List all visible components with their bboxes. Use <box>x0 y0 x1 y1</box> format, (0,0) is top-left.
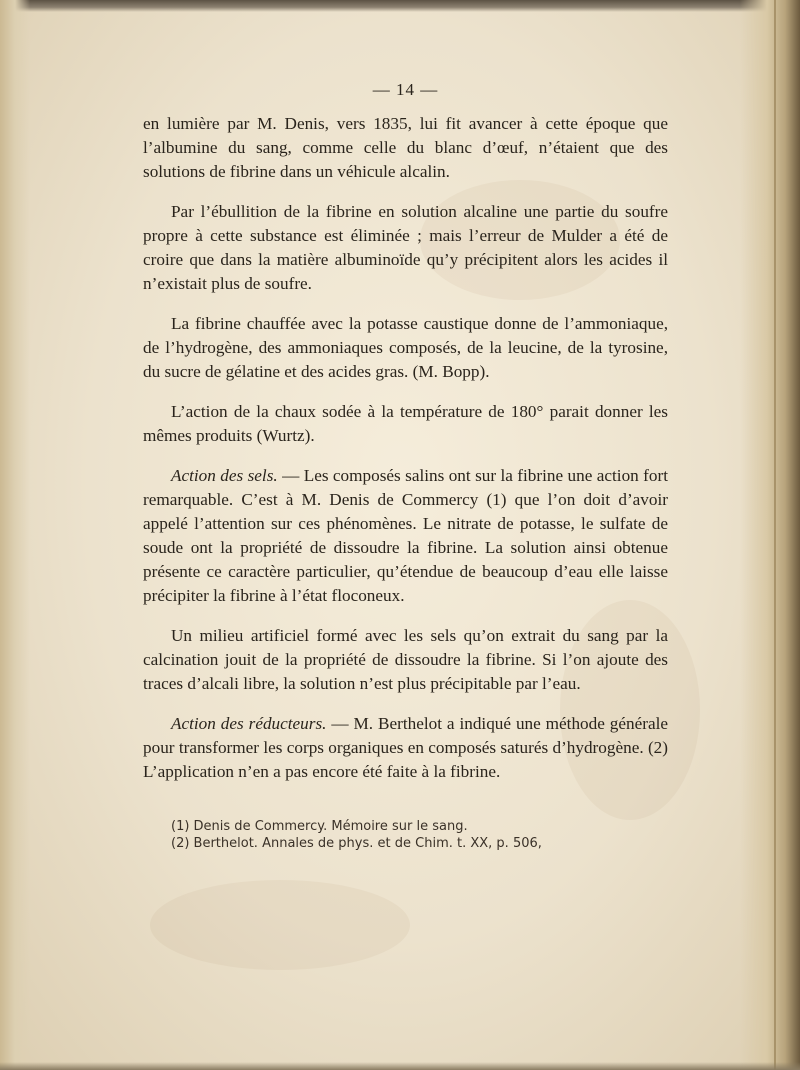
paragraph-text: — Les composés salins ont sur la fibrine une action fort remarquable. C’est à M. Denis de Commercy (1) que l’on doit d’avoir appelé l’attention sur ces phénomènes. Le nitrate de potasse, le sulfate de soude ont la propriété de dissoudre la fibrine. La solution ainsi obtenue présente ce caractère particulier, qu’étendue de beaucoup d’eau elle laisse précipiter la fibrine à l’état floconeux. <box>143 466 668 605</box>
page-number: — 14 — <box>372 80 439 99</box>
paragraph <box>143 312 668 384</box>
section-heading: Action des réducteurs. <box>171 714 327 733</box>
paragraph <box>143 712 668 784</box>
binding-line <box>774 0 776 1070</box>
paragraph-text: La fibrine chauffée avec la potasse caustique donne de l’ammoniaque, de l’hydrogène, des ammoniaques composés, de la leucine, de la tyrosine, du sucre de gélatine et des acides gras. (M. Bopp). <box>143 314 668 381</box>
paragraph-text: Par l’ébullition de la fibrine en solution alcaline une partie du soufre propre à cette substance est éliminée ; mais l’erreur de Mulder a été de croire que dans la matière albuminoïde qu’y précipitent alors les acides il n’existait plus de soufre. <box>143 202 668 293</box>
footnote: (2) Berthelot. Annales de phys. et de Chim. t. XX, p. 506, <box>171 836 542 851</box>
page-content <box>143 80 668 852</box>
paragraph-text: L’action de la chaux sodée à la température de 180° parait donner les mêmes produits (Wurtz). <box>143 402 668 445</box>
paragraph-text: — M. Berthelot a indiqué une méthode générale pour transformer les corps organiques en composés saturés d’hydrogène. (2) L’application n’en a pas encore été faite à la fibrine. <box>143 714 668 781</box>
footnote: (1) Denis de Commercy. Mémoire sur le sang. <box>171 819 468 834</box>
page-bottom-edge <box>0 1062 800 1070</box>
paper-stain <box>150 880 410 970</box>
page-left-edge <box>0 0 30 1070</box>
paragraph <box>143 624 668 696</box>
page-right-edge <box>740 0 800 1070</box>
paragraph-text: en lumière par M. Denis, vers 1835, lui fit avancer à cette époque que l’albumine du sang, comme celle du blanc d’œuf, n’étaient que des solutions de fibrine dans un véhicule alcalin. <box>143 114 668 181</box>
paragraph <box>143 400 668 448</box>
paragraph <box>143 464 668 608</box>
paragraph-text: Un milieu artificiel formé avec les sels qu’on extrait du sang par la calcination jouit de la propriété de dissoudre la fibrine. Si l’on ajoute des traces d’alcali libre, la solution n’est plus précipitable par l’eau. <box>143 626 668 693</box>
paragraph <box>143 112 668 184</box>
section-heading: Action des sels. <box>171 466 278 485</box>
footnotes <box>143 818 668 852</box>
paragraph <box>143 200 668 296</box>
page-top-edge <box>0 0 800 12</box>
